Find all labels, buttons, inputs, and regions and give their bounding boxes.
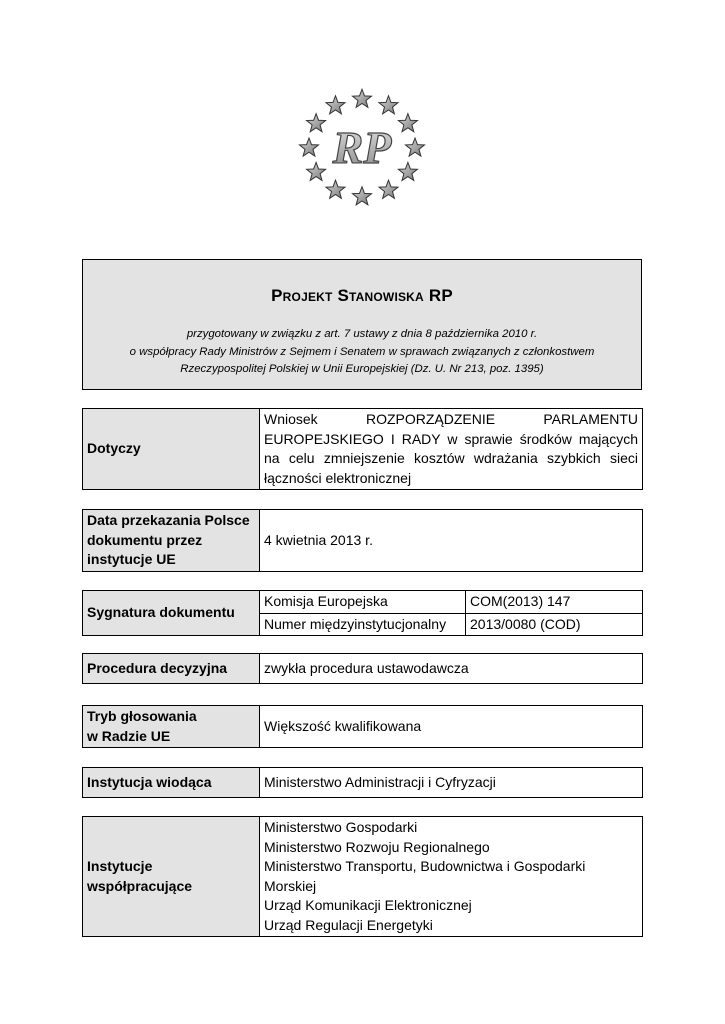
label-instytucje-wspolpracujace bbox=[83, 817, 260, 937]
table-data-przekazania bbox=[82, 509, 643, 572]
label-procedura: Procedura decyzyjna bbox=[83, 654, 260, 684]
label-dotyczy: Dotyczy bbox=[83, 409, 260, 490]
sygnatura-row2-name: Numer międzyinstytucjonalny bbox=[260, 613, 466, 636]
table-dotyczy bbox=[82, 408, 643, 490]
star-icon bbox=[379, 96, 398, 114]
label-tryb-line-2: w Radzie UE bbox=[87, 727, 171, 744]
star-icon bbox=[326, 180, 345, 198]
list-item: Ministerstwo Rozwoju Regionalnego bbox=[264, 838, 490, 855]
sygnatura-row1-name: Komisja Europejska bbox=[260, 591, 466, 614]
star-icon bbox=[307, 162, 326, 180]
star-icon bbox=[398, 162, 417, 180]
table-procedura bbox=[82, 653, 643, 684]
list-instytucje-wspolpracujace bbox=[260, 817, 643, 937]
list-item: Ministerstwo Transportu, Budownictwa i Gospodarki Morskiej bbox=[264, 858, 586, 894]
star-icon bbox=[299, 138, 318, 156]
list-item: Urząd Regulacji Energetyki bbox=[264, 916, 433, 933]
rp-stars-emblem-icon bbox=[291, 84, 433, 214]
value-dotyczy: Wniosek ROZPORZĄDZENIE PARLAMENTU EUROPEJSKIEGO I RADY w sprawie środków mających na celu zmniejszenie kosztów wdrażania szybkich sieci łączności elektronicznej bbox=[260, 409, 643, 490]
list-item: Urząd Komunikacji Elektronicznej bbox=[264, 897, 472, 913]
star-icon bbox=[352, 89, 371, 107]
label-sygnatura: Sygnatura dokumentu bbox=[83, 591, 260, 636]
star-icon bbox=[398, 114, 417, 132]
table-instytucja-wiodaca bbox=[82, 767, 643, 798]
value-data-przekazania: 4 kwietnia 2013 r. bbox=[260, 510, 643, 572]
star-icon bbox=[326, 96, 345, 114]
value-instytucja-wiodaca: Ministerstwo Administracji i Cyfryzacji bbox=[260, 768, 643, 798]
subtitle-line-3: Rzeczypospolitej Polskiej w Unii Europejskiej (Dz. U. Nr 213, poz. 1395) bbox=[180, 363, 544, 375]
table-tryb-glosowania bbox=[82, 705, 643, 748]
value-tryb-glosowania: Większość kwalifikowana bbox=[260, 706, 643, 748]
sygnatura-row1-value: COM(2013) 147 bbox=[466, 591, 643, 614]
list-item: Ministerstwo Gospodarki bbox=[264, 819, 418, 835]
star-icon bbox=[405, 138, 424, 156]
star-icon bbox=[352, 187, 371, 205]
subtitle-line-1: przygotowany w związku z art. 7 ustawy z dnia 8 października 2010 r. bbox=[186, 328, 538, 340]
document-header bbox=[82, 259, 642, 390]
logo-monogram: RP bbox=[332, 122, 392, 173]
label-instytucja-wiodaca: Instytucja wiodąca bbox=[83, 768, 260, 798]
label-wsp-line-2: współpracujące bbox=[87, 877, 193, 894]
table-instytucje-wspolpracujace bbox=[82, 816, 643, 937]
label-data-przekazania: Data przekazania Polsce dokumentu przez instytucje UE bbox=[83, 510, 260, 572]
label-tryb-line-1: Tryb głosowania bbox=[87, 708, 197, 724]
document-title: Projekt Stanowiska RP bbox=[271, 286, 453, 305]
subtitle-line-2: o współpracy Rady Ministrów z Sejmem i Senatem w sprawach związanych z członkostwem bbox=[129, 345, 595, 358]
star-icon bbox=[379, 180, 398, 198]
table-sygnatura bbox=[82, 590, 643, 636]
document-subtitle bbox=[83, 326, 641, 379]
label-wsp-line-1: Instytucje bbox=[87, 858, 153, 874]
label-tryb-glosowania bbox=[83, 706, 260, 748]
star-icon bbox=[307, 114, 326, 132]
value-procedura: zwykła procedura ustawodawcza bbox=[260, 654, 643, 684]
sygnatura-row2-value: 2013/0080 (COD) bbox=[466, 613, 643, 636]
